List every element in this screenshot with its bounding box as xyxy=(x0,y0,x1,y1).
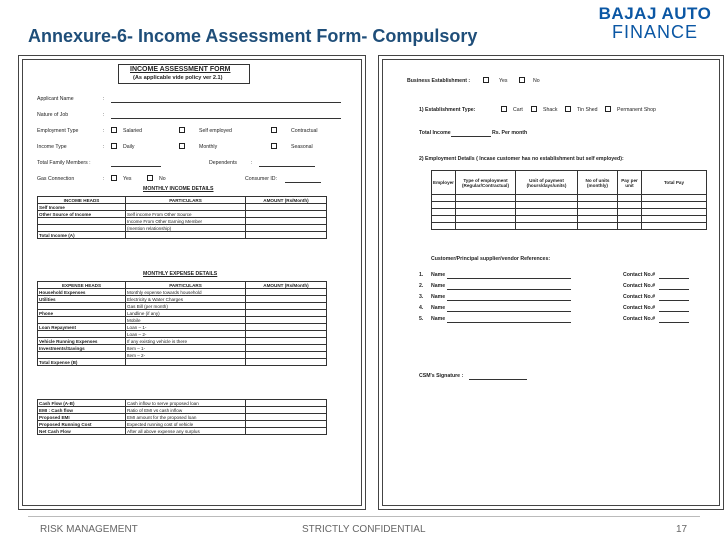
applicant-name-label: Applicant Name xyxy=(37,96,74,102)
amount-cell[interactable] xyxy=(246,428,327,435)
table-cell: Income From Other Earning Member xyxy=(126,218,246,225)
employment-details-table xyxy=(431,170,707,230)
daily-label: Daily xyxy=(123,144,135,150)
slide-title: Annexure-6- Income Assessment Form- Compulsory xyxy=(28,26,478,46)
footer-left: RISK MANAGEMENT xyxy=(40,524,138,535)
table-cell[interactable] xyxy=(432,202,456,209)
table-cell[interactable] xyxy=(456,202,516,209)
particulars-header: PARTICULARS xyxy=(126,197,246,204)
monthly-label: Monthly xyxy=(199,144,218,150)
table-row xyxy=(38,289,327,296)
reference-number: 5. xyxy=(419,316,424,322)
csm-signature-field[interactable] xyxy=(469,379,527,380)
consumer-id-field[interactable] xyxy=(285,182,321,183)
nature-of-job-label: Nature of Job xyxy=(37,112,69,118)
colon: : xyxy=(103,96,105,102)
table-row xyxy=(38,204,327,211)
table-cell xyxy=(38,317,126,324)
table-cell[interactable] xyxy=(578,209,618,216)
tin-shed-label: Tin Shed xyxy=(577,107,598,113)
employer-header: Employer xyxy=(432,171,456,195)
income-assessment-form-page xyxy=(18,55,366,510)
csm-signature-label: CSM's Signature : xyxy=(419,373,464,379)
shack-label: Shack xyxy=(543,107,558,113)
table-row xyxy=(432,202,707,209)
income-type-label: Income Type xyxy=(37,144,67,150)
table-cell: Other Source of Income xyxy=(38,211,126,218)
seasonal-checkbox[interactable] xyxy=(271,143,277,149)
self-employed-label: Self employed xyxy=(199,128,232,134)
table-row xyxy=(38,317,327,324)
dependents-field[interactable] xyxy=(259,166,315,167)
table-cell: Cash inflow to serve proposed loan xyxy=(126,400,246,407)
table-cell[interactable] xyxy=(516,216,578,223)
tin-shed-checkbox[interactable] xyxy=(565,106,571,112)
gas-yes-label: Yes xyxy=(123,176,132,182)
cash-flow-table xyxy=(37,399,327,435)
amount-header: AMOUNT (Rs/Month) xyxy=(246,197,327,204)
family-members-label: Total Family Members : xyxy=(37,160,91,166)
amount-cell[interactable] xyxy=(246,225,327,232)
table-row xyxy=(432,216,707,223)
table-cell: After all above expense any surplus xyxy=(126,428,246,435)
table-row xyxy=(38,282,327,289)
monthly-income-details-heading: MONTHLY INCOME DETAILS xyxy=(143,186,214,192)
reference-name-label: Name xyxy=(431,316,446,322)
table-cell[interactable] xyxy=(618,209,642,216)
family-members-field[interactable] xyxy=(111,166,161,167)
bajaj-finance-logo xyxy=(594,4,716,46)
table-cell: Household Expenses xyxy=(38,289,126,296)
applicant-name-field[interactable] xyxy=(111,102,341,103)
gas-no-label: No xyxy=(159,176,166,182)
table-cell[interactable] xyxy=(618,216,642,223)
monthly-checkbox[interactable] xyxy=(179,143,185,149)
reference-contact-label: Contact No.# xyxy=(623,283,655,289)
table-cell: Item – 2- xyxy=(126,352,246,359)
table-cell: Vehicle Running Expenses xyxy=(38,338,126,345)
table-cell: Gas Bill (per month) xyxy=(126,303,246,310)
amount-cell[interactable] xyxy=(246,232,327,239)
table-row xyxy=(38,303,327,310)
no-of-units-header: No of units (monthly) xyxy=(578,171,618,195)
logo-top-text: BAJAJ AUTO xyxy=(598,4,712,23)
business-yes-label: Yes xyxy=(499,78,508,84)
expense-table xyxy=(37,281,327,366)
table-cell: EMI amount for the proposed loan xyxy=(126,414,246,421)
form-inner-border xyxy=(22,59,362,506)
table-row xyxy=(38,310,327,317)
business-establishment-label: Business Establishment : xyxy=(407,78,471,84)
table-cell xyxy=(126,204,246,211)
table-cell: Investments/Savings xyxy=(38,345,126,352)
colon: : xyxy=(103,112,105,118)
form-inner-border xyxy=(382,59,720,506)
table-row xyxy=(38,345,327,352)
expense-heads-header: EXPENSE HEADS xyxy=(38,282,126,289)
footer-center: STRICTLY CONFIDENTIAL xyxy=(302,524,426,535)
reference-contact-label: Contact No.# xyxy=(623,316,655,322)
gas-connection-label: Gas Connection xyxy=(37,176,75,182)
cart-checkbox[interactable] xyxy=(501,106,507,112)
dependents-label: Dependents xyxy=(209,160,237,166)
reference-number: 1. xyxy=(419,272,424,278)
table-row xyxy=(38,359,327,366)
monthly-expense-details-heading: MONTHLY EXPENSE DETAILS xyxy=(143,271,218,277)
table-cell: Loan – 1- xyxy=(126,324,246,331)
table-row xyxy=(38,232,327,239)
table-row xyxy=(38,352,327,359)
table-cell[interactable] xyxy=(456,216,516,223)
table-cell: Total Income (A) xyxy=(38,232,126,239)
table-cell: Utilities xyxy=(38,296,126,303)
table-cell: (mention relationship) xyxy=(126,225,246,232)
table-cell[interactable] xyxy=(516,223,578,230)
amount-cell[interactable] xyxy=(246,310,327,317)
table-cell: Electricity & Water Charges xyxy=(126,296,246,303)
seasonal-label: Seasonal xyxy=(291,144,313,150)
total-pay-header: Total Pay xyxy=(642,171,707,195)
table-cell[interactable] xyxy=(642,195,707,202)
amount-cell[interactable] xyxy=(246,345,327,352)
table-cell: Proposed EMI xyxy=(38,414,126,421)
table-cell[interactable] xyxy=(516,209,578,216)
table-cell: Total Expense (B) xyxy=(38,359,126,366)
amount-cell[interactable] xyxy=(246,400,327,407)
colon: : xyxy=(103,144,105,150)
table-cell: Monthly expense towards household xyxy=(126,289,246,296)
table-cell[interactable] xyxy=(432,223,456,230)
amount-cell[interactable] xyxy=(246,296,327,303)
business-no-checkbox[interactable] xyxy=(519,77,525,83)
colon: : xyxy=(103,176,105,182)
table-cell: Proposed Running Cost xyxy=(38,421,126,428)
establishment-type-label: 1) Establishment Type: xyxy=(419,107,476,113)
reference-name-label: Name xyxy=(431,283,446,289)
gas-yes-checkbox[interactable] xyxy=(111,175,117,181)
table-cell xyxy=(126,232,246,239)
amount-cell[interactable] xyxy=(246,218,327,225)
table-row xyxy=(432,223,707,230)
table-cell: Loan Repayment xyxy=(38,324,126,331)
colon: : xyxy=(251,160,253,166)
amount-cell[interactable] xyxy=(246,331,327,338)
reference-contact-label: Contact No.# xyxy=(623,294,655,300)
table-row xyxy=(38,421,327,428)
table-cell: Phone xyxy=(38,310,126,317)
cart-label: Cart xyxy=(513,107,523,113)
income-table xyxy=(37,196,327,239)
table-cell xyxy=(38,331,126,338)
table-row xyxy=(38,338,327,345)
amount-cell[interactable] xyxy=(246,303,327,310)
table-cell[interactable] xyxy=(578,202,618,209)
table-cell[interactable] xyxy=(432,209,456,216)
permanent-shop-label: Permanent Shop xyxy=(617,107,656,113)
reference-contact-label: Contact No.# xyxy=(623,272,655,278)
table-row xyxy=(38,400,327,407)
reference-contact-field[interactable] xyxy=(659,278,689,279)
form-heading: INCOME ASSESSMENT FORM xyxy=(130,66,231,73)
table-row xyxy=(432,195,707,202)
table-cell: Item – 1- xyxy=(126,345,246,352)
table-cell[interactable] xyxy=(618,195,642,202)
nature-of-job-field[interactable] xyxy=(111,118,341,119)
table-cell: Landline (if any) xyxy=(126,310,246,317)
table-cell[interactable] xyxy=(516,195,578,202)
consumer-id-label: Consumer ID: xyxy=(245,176,277,182)
reference-name-field[interactable] xyxy=(447,311,571,312)
reference-name-field[interactable] xyxy=(447,300,571,301)
reference-contact-field[interactable] xyxy=(659,322,689,323)
footer-divider xyxy=(28,516,700,517)
table-row xyxy=(38,324,327,331)
table-row xyxy=(38,407,327,414)
amount-cell[interactable] xyxy=(246,421,327,428)
reference-contact-field[interactable] xyxy=(659,300,689,301)
amount-cell[interactable] xyxy=(246,211,327,218)
table-cell: Self income From Other Source xyxy=(126,211,246,218)
table-cell xyxy=(38,303,126,310)
amount-cell[interactable] xyxy=(246,289,327,296)
table-row xyxy=(38,197,327,204)
reference-name-field[interactable] xyxy=(447,289,571,290)
amount-cell[interactable] xyxy=(246,414,327,421)
table-cell: Loan – 2- xyxy=(126,331,246,338)
table-cell[interactable] xyxy=(456,209,516,216)
table-cell: If any existing vehicle is there xyxy=(126,338,246,345)
salaried-label: Salaried xyxy=(123,128,143,134)
table-cell: EMI : Cash flow xyxy=(38,407,126,414)
reference-name-field[interactable] xyxy=(447,278,571,279)
reference-name-label: Name xyxy=(431,305,446,311)
pay-per-unit-header: Pay per unit xyxy=(618,171,642,195)
gas-no-checkbox[interactable] xyxy=(147,175,153,181)
table-row xyxy=(38,218,327,225)
table-cell[interactable] xyxy=(642,216,707,223)
colon: : xyxy=(103,128,105,134)
reference-name-label: Name xyxy=(431,272,446,278)
total-income-label: Total Income xyxy=(419,130,451,136)
amount-cell[interactable] xyxy=(246,352,327,359)
business-no-label: No xyxy=(533,78,540,84)
table-row xyxy=(432,171,707,195)
table-row xyxy=(432,209,707,216)
reference-number: 2. xyxy=(419,283,424,289)
unit-of-payment-header: Unit of payment (hours/days/units) xyxy=(516,171,578,195)
table-cell[interactable] xyxy=(642,209,707,216)
table-cell xyxy=(38,225,126,232)
reference-contact-field[interactable] xyxy=(659,289,689,290)
table-cell[interactable] xyxy=(618,202,642,209)
table-cell xyxy=(38,218,126,225)
table-cell[interactable] xyxy=(456,223,516,230)
table-cell xyxy=(38,352,126,359)
salaried-checkbox[interactable] xyxy=(111,127,117,133)
table-cell[interactable] xyxy=(578,223,618,230)
amount-cell[interactable] xyxy=(246,407,327,414)
table-cell[interactable] xyxy=(456,195,516,202)
amount-cell[interactable] xyxy=(246,324,327,331)
business-details-form-page xyxy=(378,55,724,510)
form-subheading: (As applicable vide policy ver 2.1) xyxy=(133,75,223,81)
amount-cell[interactable] xyxy=(246,338,327,345)
table-cell[interactable] xyxy=(432,216,456,223)
table-cell[interactable] xyxy=(516,202,578,209)
references-heading: Customer/Principal supplier/vendor References: xyxy=(431,256,551,262)
amount-cell[interactable] xyxy=(246,359,327,366)
table-cell: Ratio of EMI vs cash inflow xyxy=(126,407,246,414)
contractual-checkbox[interactable] xyxy=(271,127,277,133)
table-cell[interactable] xyxy=(578,195,618,202)
particulars-header: PARTICULARS xyxy=(126,282,246,289)
table-cell: Cash Flow (A-B) xyxy=(38,400,126,407)
table-row xyxy=(38,428,327,435)
reference-number: 4. xyxy=(419,305,424,311)
amount-header: AMOUNT (Rs/Month) xyxy=(246,282,327,289)
amount-cell[interactable] xyxy=(246,204,327,211)
table-row xyxy=(38,296,327,303)
table-row xyxy=(38,414,327,421)
table-cell: Net Cash Flow xyxy=(38,428,126,435)
reference-name-field[interactable] xyxy=(447,322,571,323)
daily-checkbox[interactable] xyxy=(111,143,117,149)
reference-contact-label: Contact No.# xyxy=(623,305,655,311)
reference-name-label: Name xyxy=(431,294,446,300)
table-row xyxy=(38,331,327,338)
logo-bottom-text: FINANCE xyxy=(611,22,698,42)
income-heads-header: INCOME HEADS xyxy=(38,197,126,204)
table-row xyxy=(38,225,327,232)
reference-number: 3. xyxy=(419,294,424,300)
employment-details-label: 2) Employment Details ( Incase customer has no establishment but self employed): xyxy=(419,156,624,162)
page-number: 17 xyxy=(676,524,688,535)
permanent-shop-checkbox[interactable] xyxy=(605,106,611,112)
amount-cell[interactable] xyxy=(246,317,327,324)
business-yes-checkbox[interactable] xyxy=(483,77,489,83)
table-cell xyxy=(126,359,246,366)
table-row xyxy=(38,211,327,218)
table-cell[interactable] xyxy=(642,202,707,209)
table-cell: Expected running cost of vehicle xyxy=(126,421,246,428)
table-cell[interactable] xyxy=(618,223,642,230)
shack-checkbox[interactable] xyxy=(531,106,537,112)
employment-type-header: Type of employment (Regular/Contractual) xyxy=(456,171,516,195)
self-employed-checkbox[interactable] xyxy=(179,127,185,133)
rs-per-month-label: Rs. Per month xyxy=(492,130,528,136)
table-cell[interactable] xyxy=(432,195,456,202)
table-cell[interactable] xyxy=(642,223,707,230)
contractual-label: Contractual xyxy=(291,128,318,134)
table-cell[interactable] xyxy=(578,216,618,223)
table-cell: Mobile xyxy=(126,317,246,324)
employment-type-label: Employment Type xyxy=(37,128,79,134)
table-cell: Self Income xyxy=(38,204,126,211)
total-income-field[interactable] xyxy=(451,136,491,137)
reference-contact-field[interactable] xyxy=(659,311,689,312)
